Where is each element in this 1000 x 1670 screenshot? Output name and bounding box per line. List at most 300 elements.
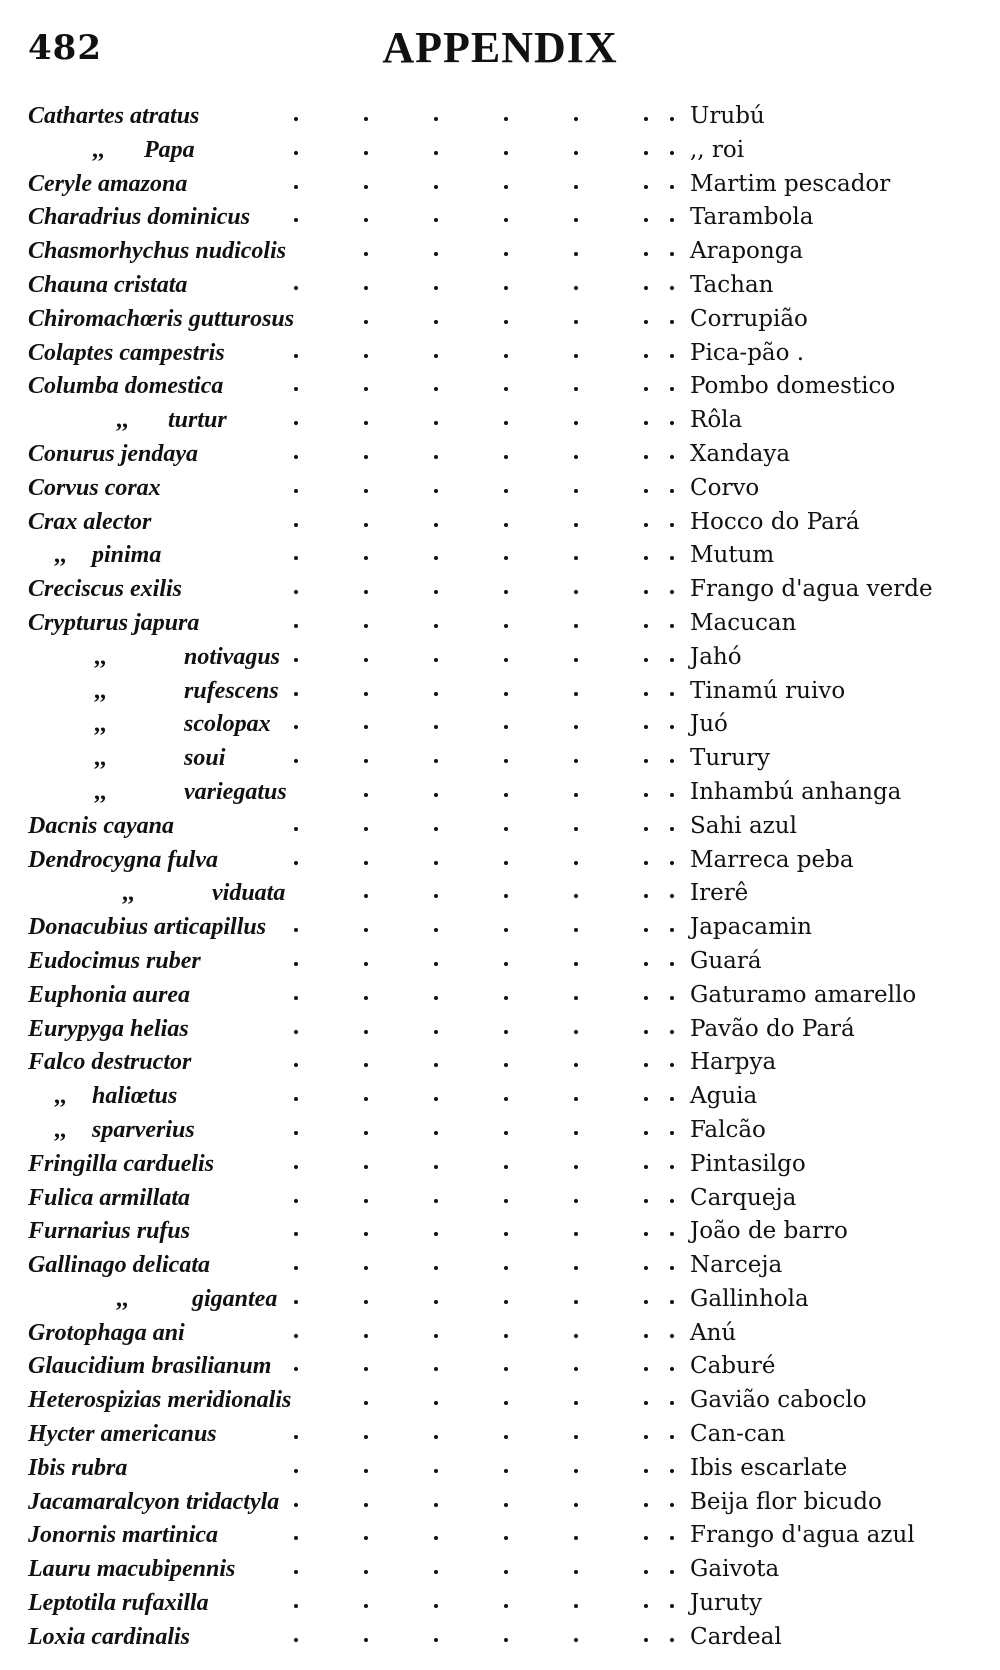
leader-dot: [434, 151, 438, 155]
latin-name-text: Cathartes atratus: [28, 103, 200, 129]
leader-dot: [364, 624, 368, 628]
common-name: Corrupião: [690, 305, 808, 332]
leader-dot: [294, 455, 298, 459]
dot-leaders: [258, 1148, 678, 1182]
latin-name: [28, 539, 161, 573]
leader-dot: [670, 1401, 674, 1405]
latin-name: [28, 1148, 214, 1182]
latin-name-text: sparverius: [92, 1116, 195, 1143]
common-name: Japacamin: [690, 914, 812, 941]
leader-dot: [294, 1300, 298, 1304]
list-item: [28, 404, 978, 438]
leader-dot: [670, 1232, 674, 1236]
latin-name: [28, 1283, 277, 1317]
leader-dot: [434, 354, 438, 358]
leader-dot: [574, 218, 578, 222]
leader-dot: [670, 151, 674, 155]
leader-dot: [294, 1131, 298, 1135]
leader-dot: [294, 1097, 298, 1101]
leader-dot: [294, 1503, 298, 1507]
latin-name-text: Euphonia aurea: [28, 981, 191, 1008]
list-item: [28, 675, 978, 709]
dot-leaders: [258, 776, 678, 810]
leader-dot: [644, 1063, 648, 1067]
common-name: Beija flor bicudo: [690, 1488, 882, 1515]
leader-dot: [364, 759, 368, 763]
leader-dot: [434, 1638, 438, 1642]
leader-dot: [294, 827, 298, 831]
ditto-mark: ,,: [116, 407, 128, 434]
leader-dot: [644, 894, 648, 898]
leader-dot: [574, 1570, 578, 1574]
dot-leaders: [258, 506, 678, 540]
list-item: [28, 945, 978, 979]
leader-dot: [504, 421, 508, 425]
leader-dot: [644, 1266, 648, 1270]
leader-dot: [644, 1638, 648, 1642]
leader-dot: [504, 590, 508, 594]
leader-dot: [574, 1063, 578, 1067]
leader-dot: [644, 793, 648, 797]
common-name: Gaivota: [690, 1556, 780, 1583]
leader-dot: [434, 185, 438, 189]
leader-dot: [670, 996, 674, 1000]
leader-dot: [504, 117, 508, 121]
leader-dot: [644, 523, 648, 527]
list-item: [28, 776, 978, 810]
latin-name-text: Lauru macubipennis: [28, 1556, 236, 1583]
latin-name-text: variegatus: [184, 778, 287, 805]
leader-dot: [434, 1232, 438, 1236]
latin-name: [28, 810, 174, 844]
leader-dot: [294, 185, 298, 189]
leader-dot: [294, 692, 298, 696]
leader-dot: [434, 894, 438, 898]
leader-dot: [574, 556, 578, 560]
common-name: ,, roi: [690, 136, 745, 163]
latin-name: [28, 438, 198, 472]
leader-dot: [504, 996, 508, 1000]
leader-dot: [670, 320, 674, 324]
leader-dot: [434, 1570, 438, 1574]
leader-dot: [434, 861, 438, 865]
leader-dot: [670, 793, 674, 797]
leader-dot: [504, 320, 508, 324]
leader-dot: [434, 827, 438, 831]
list-item: [28, 1350, 978, 1384]
ditto-mark: ,,: [54, 1116, 66, 1143]
leader-dot: [670, 590, 674, 594]
list-item: [28, 979, 978, 1013]
leader-dot: [504, 759, 508, 763]
latin-name: [28, 1621, 190, 1655]
leader-dot: [434, 1097, 438, 1101]
dot-leaders: [258, 1080, 678, 1114]
leader-dot: [644, 827, 648, 831]
leader-dot: [434, 1469, 438, 1473]
leader-dot: [364, 1503, 368, 1507]
ditto-mark: ,,: [94, 711, 106, 738]
leader-dot: [644, 996, 648, 1000]
list-item: [28, 708, 978, 742]
leader-dot: [504, 827, 508, 831]
latin-name: [28, 235, 286, 269]
leader-dot: [504, 489, 508, 493]
dot-leaders: [258, 404, 678, 438]
leader-dot: [644, 252, 648, 256]
leader-dot: [434, 658, 438, 662]
leader-dot: [644, 1030, 648, 1034]
latin-name: [28, 1350, 271, 1384]
leader-dot: [364, 1435, 368, 1439]
latin-name-text: Chasmorhychus nudicolis: [28, 238, 287, 265]
latin-name: [28, 1182, 190, 1216]
list-item: [28, 370, 978, 404]
list-item: [28, 506, 978, 540]
latin-name: [28, 1114, 195, 1148]
leader-dot: [644, 962, 648, 966]
ditto-mark: ,,: [94, 745, 106, 772]
leader-dot: [670, 218, 674, 222]
leader-dot: [670, 1604, 674, 1608]
leader-dot: [670, 1063, 674, 1067]
dot-leaders: [258, 269, 678, 303]
leader-dot: [434, 523, 438, 527]
leader-dot: [434, 962, 438, 966]
leader-dot: [574, 1401, 578, 1405]
leader-dot: [644, 320, 648, 324]
leader-dot: [434, 218, 438, 222]
leader-dot: [364, 185, 368, 189]
latin-name-text: Hycter americanus: [28, 1421, 217, 1448]
leader-dot: [670, 252, 674, 256]
leader-dot: [574, 185, 578, 189]
common-name: Gallinhola: [690, 1285, 809, 1312]
latin-name-text: Fulica armillata: [28, 1184, 191, 1211]
latin-name: [28, 506, 151, 540]
leader-dot: [670, 1131, 674, 1135]
ditto-mark: ,,: [94, 643, 106, 670]
leader-dot: [670, 725, 674, 729]
leader-dot: [364, 421, 368, 425]
leader-dot: [574, 320, 578, 324]
leader-dot: [670, 1266, 674, 1270]
common-name: Macucan: [690, 609, 797, 636]
latin-name-text: Papa: [144, 136, 195, 163]
dot-leaders: [258, 201, 678, 235]
leader-dot: [644, 624, 648, 628]
leader-dot: [434, 1131, 438, 1135]
leader-dot: [644, 590, 648, 594]
latin-name-text: scolopax: [184, 711, 271, 738]
leader-dot: [670, 1300, 674, 1304]
latin-name: [28, 776, 287, 810]
dot-leaders: [258, 810, 678, 844]
leader-dot: [294, 1030, 298, 1034]
common-name: Turury: [690, 745, 770, 772]
leader-dot: [294, 354, 298, 358]
leader-dot: [364, 1604, 368, 1608]
leader-dot: [294, 861, 298, 865]
leader-dot: [434, 1334, 438, 1338]
leader-dot: [504, 725, 508, 729]
leader-dot: [434, 421, 438, 425]
leader-dot: [644, 759, 648, 763]
leader-dot: [504, 455, 508, 459]
leader-dot: [574, 354, 578, 358]
leader-dot: [504, 286, 508, 290]
latin-name: [28, 1046, 191, 1080]
leader-dot: [670, 1503, 674, 1507]
leader-dot: [504, 218, 508, 222]
latin-name-text: Jacamaralcyon tridactyla: [28, 1488, 280, 1515]
leader-dot: [364, 725, 368, 729]
latin-name-text: Chauna cristata: [28, 271, 188, 298]
dot-leaders: [258, 573, 678, 607]
common-name: Hocco do Pará: [690, 508, 860, 535]
leader-dot: [504, 387, 508, 391]
leader-dot: [644, 928, 648, 932]
dot-leaders: [258, 235, 678, 269]
latin-name-text: Eudocimus ruber: [28, 947, 201, 974]
leader-dot: [574, 1199, 578, 1203]
leader-dot: [644, 185, 648, 189]
leader-dot: [294, 1536, 298, 1540]
latin-name-text: soui: [184, 745, 226, 772]
latin-name: [28, 911, 266, 945]
dot-leaders: [258, 370, 678, 404]
leader-dot: [364, 151, 368, 155]
leader-dot: [504, 861, 508, 865]
latin-name-text: Heterospizias meridionalis: [28, 1387, 292, 1414]
common-name: Urubú: [690, 103, 765, 129]
leader-dot: [504, 556, 508, 560]
latin-name: [28, 844, 218, 878]
leader-dot: [670, 185, 674, 189]
latin-name-text: Gallinago delicata: [28, 1252, 210, 1279]
leader-dot: [574, 962, 578, 966]
ditto-mark: ,,: [122, 880, 134, 907]
list-item: [28, 844, 978, 878]
latin-name: [28, 1587, 209, 1621]
leader-dot: [504, 894, 508, 898]
leader-dot: [644, 658, 648, 662]
latin-name: [28, 607, 199, 641]
leader-dot: [574, 827, 578, 831]
leader-dot: [364, 928, 368, 932]
leader-dot: [574, 590, 578, 594]
latin-name: [28, 1249, 210, 1283]
leader-dot: [670, 962, 674, 966]
latin-name: [28, 877, 285, 911]
leader-dot: [670, 1536, 674, 1540]
leader-dot: [434, 320, 438, 324]
list-item: [28, 1553, 978, 1587]
leader-dot: [504, 1334, 508, 1338]
leader-dot: [574, 387, 578, 391]
leader-dot: [574, 1604, 578, 1608]
leader-dot: [294, 658, 298, 662]
list-item: [28, 1384, 978, 1418]
leader-dot: [434, 286, 438, 290]
leader-dot: [574, 793, 578, 797]
leader-dot: [434, 455, 438, 459]
latin-name: [28, 269, 187, 303]
leader-dot: [364, 1199, 368, 1203]
dot-leaders: [258, 877, 678, 911]
leader-dot: [364, 692, 368, 696]
leader-dot: [504, 1604, 508, 1608]
common-name: Cardeal: [690, 1623, 782, 1650]
leader-dot: [644, 1503, 648, 1507]
leader-dot: [294, 725, 298, 729]
leader-dot: [434, 624, 438, 628]
dot-leaders: [258, 337, 678, 371]
leader-dot: [364, 1097, 368, 1101]
leader-dot: [644, 1334, 648, 1338]
list-item: [28, 1283, 978, 1317]
leader-dot: [364, 354, 368, 358]
leader-dot: [574, 894, 578, 898]
leader-dot: [504, 1165, 508, 1169]
dot-leaders: [258, 607, 678, 641]
dot-leaders: [258, 1114, 678, 1148]
common-name: Can-can: [690, 1421, 786, 1448]
latin-name: [28, 1519, 218, 1553]
leader-dot: [364, 827, 368, 831]
page-header: [28, 22, 972, 82]
leader-dot: [574, 1334, 578, 1338]
list-item: [28, 201, 978, 235]
leader-dot: [504, 354, 508, 358]
list-item: [28, 235, 978, 269]
list-item: [28, 269, 978, 303]
common-name: Frango d'agua verde: [690, 576, 933, 603]
leader-dot: [574, 421, 578, 425]
dot-leaders: [258, 1182, 678, 1216]
leader-dot: [294, 1199, 298, 1203]
leader-dot: [574, 455, 578, 459]
leader-dot: [434, 252, 438, 256]
latin-name-text: pinima: [92, 542, 162, 569]
latin-name: [28, 337, 225, 371]
latin-name: [28, 1452, 127, 1486]
dot-leaders: [258, 100, 678, 134]
latin-name: [28, 1384, 291, 1418]
leader-dot: [504, 1199, 508, 1203]
leader-dot: [670, 894, 674, 898]
ditto-mark: ,,: [92, 136, 104, 163]
leader-dot: [364, 1570, 368, 1574]
common-name: Pombo domestico: [690, 373, 896, 400]
latin-name: [28, 472, 161, 506]
leader-dot: [364, 523, 368, 527]
ditto-mark: ,,: [94, 778, 106, 805]
dot-leaders: [258, 1350, 678, 1384]
dot-leaders: [258, 675, 678, 709]
leader-dot: [504, 1300, 508, 1304]
leader-dot: [434, 692, 438, 696]
leader-dot: [644, 1570, 648, 1574]
leader-dot: [294, 1469, 298, 1473]
leader-dot: [434, 1030, 438, 1034]
dot-leaders: [258, 979, 678, 1013]
list-item: [28, 1519, 978, 1553]
common-name: Mutum: [690, 542, 775, 569]
dot-leaders: [258, 1249, 678, 1283]
common-name: Tarambola: [690, 204, 814, 231]
leader-dot: [434, 590, 438, 594]
latin-name: [28, 675, 279, 709]
dot-leaders: [258, 708, 678, 742]
leader-dot: [294, 1570, 298, 1574]
latin-name-text: Charadrius dominicus: [28, 204, 251, 231]
leader-dot: [364, 252, 368, 256]
latin-name: [28, 1317, 185, 1351]
leader-dot: [670, 1165, 674, 1169]
latin-name: [28, 742, 225, 776]
leader-dot: [644, 1199, 648, 1203]
latin-name: [28, 979, 190, 1013]
leader-dot: [294, 523, 298, 527]
leader-dot: [434, 1536, 438, 1540]
leader-dot: [670, 354, 674, 358]
leader-dot: [644, 387, 648, 391]
list-item: [28, 1148, 978, 1182]
dot-leaders: [258, 134, 678, 168]
dot-leaders: [258, 168, 678, 202]
leader-dot: [434, 1401, 438, 1405]
dot-leaders: [258, 438, 678, 472]
leader-dot: [294, 387, 298, 391]
list-item: [28, 438, 978, 472]
common-name: Aguia: [690, 1083, 758, 1110]
latin-name-text: Columba domestica: [28, 373, 224, 400]
leader-dot: [434, 1266, 438, 1270]
leader-dot: [574, 928, 578, 932]
ditto-mark: ,,: [116, 1285, 128, 1312]
leader-dot: [670, 421, 674, 425]
list-item: [28, 100, 978, 134]
leader-dot: [294, 1334, 298, 1338]
dot-leaders: [258, 1384, 678, 1418]
leader-dot: [434, 1435, 438, 1439]
list-item: [28, 303, 978, 337]
leader-dot: [670, 286, 674, 290]
leader-dot: [294, 489, 298, 493]
leader-dot: [574, 1097, 578, 1101]
leader-dot: [504, 928, 508, 932]
list-item: [28, 877, 978, 911]
leader-dot: [294, 1604, 298, 1608]
leader-dot: [294, 556, 298, 560]
leader-dot: [504, 624, 508, 628]
dot-leaders: [258, 1486, 678, 1520]
latin-name-text: gigantea: [192, 1285, 278, 1312]
leader-dot: [644, 861, 648, 865]
leader-dot: [574, 1638, 578, 1642]
leader-dot: [364, 218, 368, 222]
leader-dot: [574, 692, 578, 696]
leader-dot: [574, 996, 578, 1000]
leader-dot: [504, 962, 508, 966]
leader-dot: [644, 1165, 648, 1169]
latin-name-text: Crax alector: [28, 508, 152, 535]
latin-name-text: turtur: [168, 407, 227, 434]
leader-dot: [644, 1300, 648, 1304]
dot-leaders: [258, 539, 678, 573]
leader-dot: [364, 1063, 368, 1067]
